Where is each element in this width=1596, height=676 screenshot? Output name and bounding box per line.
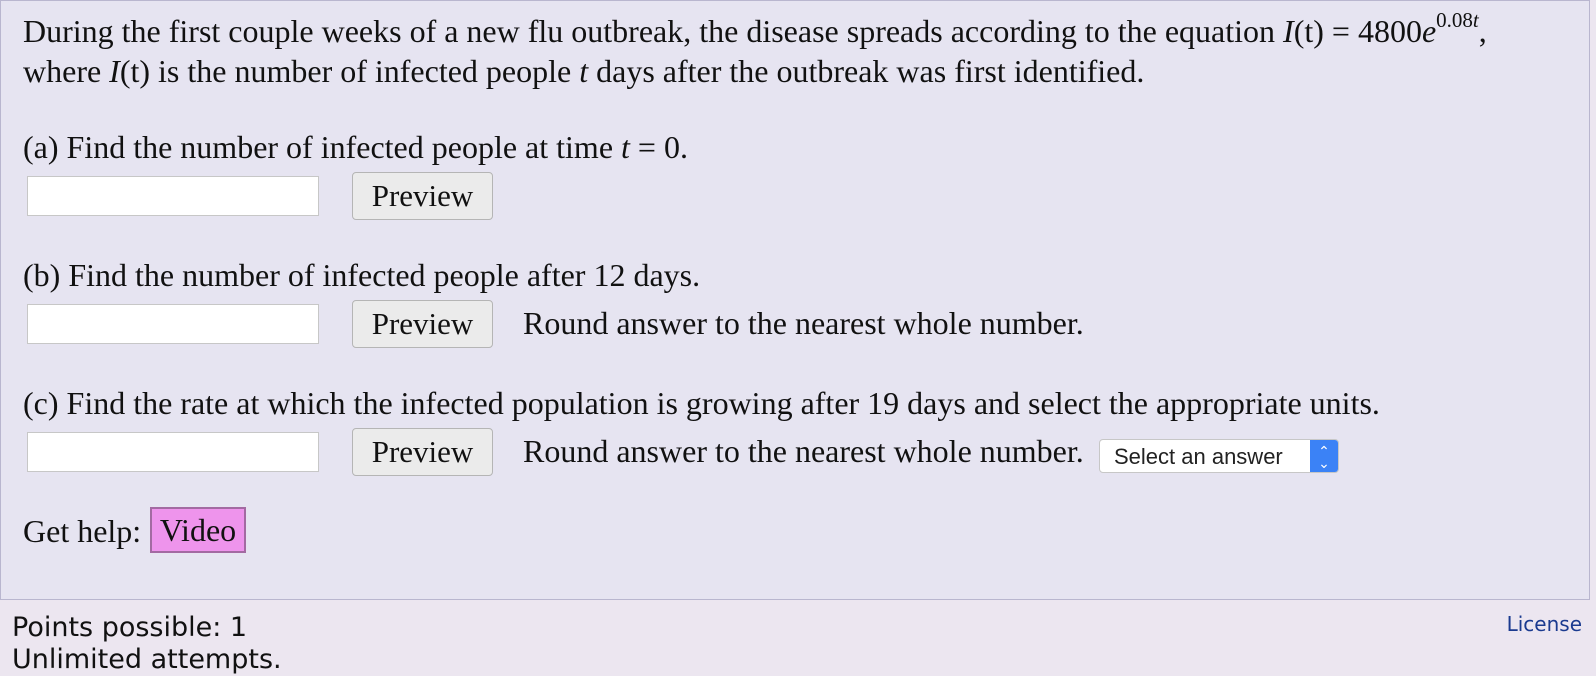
part-c-rounding-hint: Round answer to the nearest whole number. [523, 433, 1084, 469]
intro-text: where [23, 53, 110, 89]
part-c-answer-input[interactable] [27, 432, 319, 472]
part-c-label: (c) Find the rate at which the infected population is growing after 19 days and select the appropriate units. [23, 385, 1380, 421]
points-info [12, 612, 282, 676]
intro-comma: , [1478, 13, 1487, 49]
part-b-answer-input[interactable] [27, 304, 319, 344]
variable-t: t [579, 53, 589, 89]
video-help-button[interactable]: Video [150, 507, 246, 553]
intro-line-2 [23, 51, 1583, 91]
intro-text: days after the outbreak was first identified. [588, 53, 1145, 89]
chevron-up-down-icon: ⌃ ⌄ [1310, 440, 1338, 473]
part-b-rounding-hint: Round answer to the nearest whole number. [523, 305, 1084, 341]
part-c-preview-button[interactable]: Preview [352, 428, 493, 476]
attempts-info: Unlimited attempts. [12, 644, 282, 675]
part-a-preview-button[interactable]: Preview [352, 172, 493, 220]
equation-function: I [1283, 13, 1294, 49]
intro-line-1 [23, 8, 1583, 51]
points-possible: Points possible: 1 [12, 612, 248, 643]
intro-text: During the first couple weeks of a new flu outbreak, the disease spreads according to the equation [23, 13, 1284, 49]
equation-exponent [1436, 8, 1479, 32]
question-intro [23, 8, 1583, 91]
units-select[interactable] [1099, 439, 1339, 473]
part-a-label [23, 127, 688, 167]
intro-text: is the number of infected people [150, 53, 580, 89]
units-select-value: Select an answer [1114, 444, 1283, 469]
equation-base: e [1421, 13, 1437, 49]
function-name: I [109, 53, 120, 89]
part-b-label: (b) Find the number of infected people after 12 days. [23, 257, 701, 293]
part-b-preview-button[interactable]: Preview [352, 300, 493, 348]
part-a-text-end: = 0. [629, 129, 688, 165]
equation-constant: = 4800 [1323, 13, 1422, 49]
part-a-text: (a) Find the number of infected people at time [23, 129, 622, 165]
part-a-answer-input[interactable] [27, 176, 319, 216]
license-link[interactable]: License [1506, 612, 1582, 636]
exponent-variable: t [1472, 8, 1479, 32]
get-help-label: Get help: [23, 513, 142, 549]
variable-t: t [621, 129, 630, 165]
function-argument: (t) [119, 53, 151, 89]
equation-argument: (t) [1293, 13, 1324, 49]
exponent-rate: 0.08 [1436, 8, 1473, 32]
